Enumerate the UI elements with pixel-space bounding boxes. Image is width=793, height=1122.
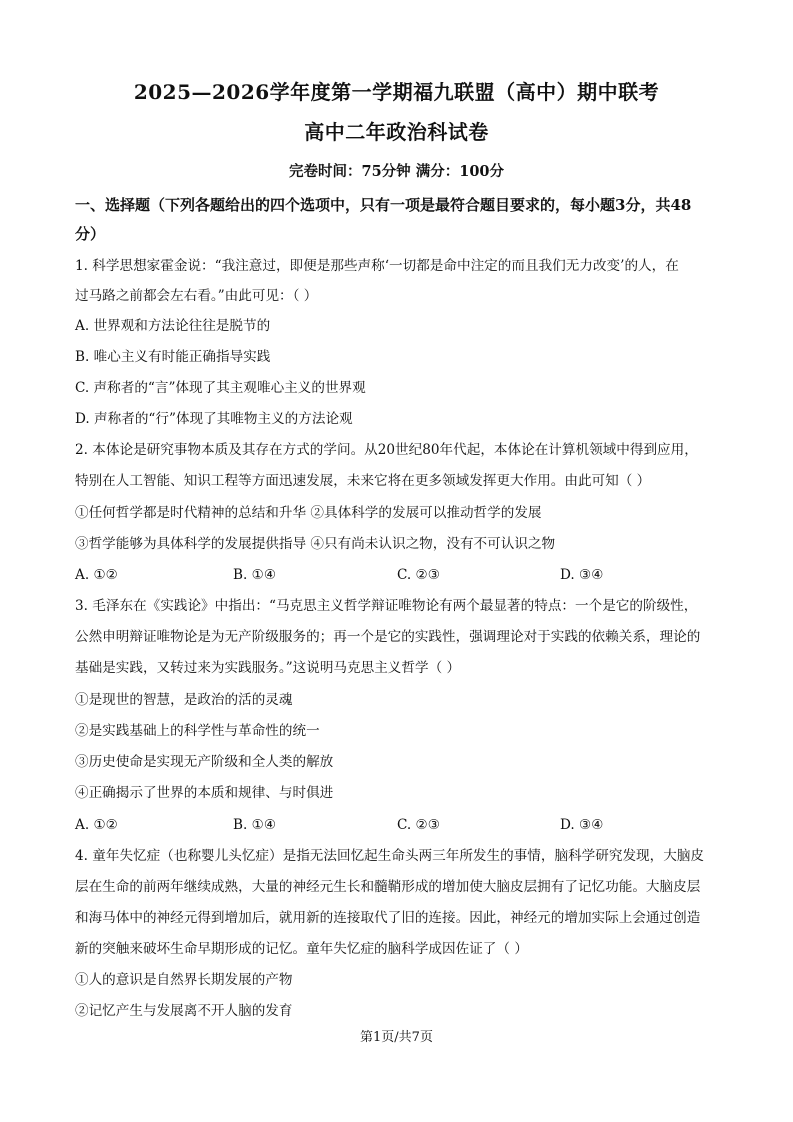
question-2-statement: ③哲学能够为具体科学的发展提供指导 ④只有尚未认识之物，没有不可认识之物 <box>75 536 556 552</box>
option-b: B. ①④ <box>233 567 277 583</box>
option-a: A. ①② <box>75 567 118 583</box>
question-3-stem: 基础是实践，又转过来为实践服务。”这说明马克思主义哲学（ ） <box>75 660 461 676</box>
question-2-stem: 特别在人工智能、知识工程等方面迅速发展，未来它将在更多领域发挥更大作用。由此可知（ ） <box>75 473 651 489</box>
option-c: C. ②③ <box>397 817 440 833</box>
section-heading <box>75 191 725 249</box>
question-1-choice-c: C. 声称者的“言”体现了其主观唯心主义的世界观 <box>75 380 366 396</box>
exam-meta: 完卷时间：75分钟 满分：100分 <box>289 163 504 180</box>
exam-subtitle: 高中二年政治科试卷 <box>304 120 489 144</box>
question-3-statement: ①是现世的智慧，是政治的活的灵魂 <box>75 692 293 708</box>
section-heading-line: 分） <box>75 225 106 243</box>
exam-title: 2025—2026学年度第一学期福九联盟（高中）期中联考 <box>133 80 660 104</box>
question-4-stem: 4. 童年失忆症（也称婴儿头忆症）是指无法回忆起生命头两三年所发生的事情，脑科学研究发现，大脑皮 <box>75 848 705 864</box>
question-2-stem: 2. 本体论是研究事物本质及其存在方式的学问。从20世纪80年代起，本体论在计算机领域中得到应用， <box>75 442 698 458</box>
option-a: A. ①② <box>75 817 118 833</box>
question-1-choice-b: B. 唯心主义有时能正确指导实践 <box>75 349 271 365</box>
question-3-statement: ③历史使命是实现无产阶级和全人类的解放 <box>75 754 334 770</box>
question-3-stem: 公然申明辩证唯物论是为无产阶级服务的；再一个是它的实践性，强调理论对于实践的依赖关系，理论的 <box>75 629 701 645</box>
question-1-stem: 1. 科学思想家霍金说：“我注意过，即便是那些声称‘一切都是命中注定的而且我们无力改变’的人，在 <box>75 258 679 274</box>
option-d: D. ③④ <box>560 817 604 833</box>
question-4-stem: 层在生命的前两年继续成熟，大量的神经元生长和髓鞘形成的增加使大脑皮层拥有了记忆功能。大脑皮层 <box>75 879 701 895</box>
question-3-stem: 3. 毛泽东在《实践论》中指出：“马克思主义哲学辩证唯物论有两个最显著的特点：一个是它的阶级性， <box>75 598 698 614</box>
question-4-stem: 和海马体中的神经元得到增加后，就用新的连接取代了旧的连接。因此，神经元的增加实际上会通过创造 <box>75 910 701 926</box>
section-heading-line: 一、选择题（下列各题给出的四个选项中，只有一项是最符合题目要求的，每小题3分，共48 <box>75 196 692 214</box>
question-4-stem: 新的突触来破坏生命早期形成的记忆。童年失忆症的脑科学成因佐证了（ ） <box>75 941 528 957</box>
option-c: C. ②③ <box>397 567 440 583</box>
question-3-statement: ④正确揭示了世界的本质和规律、与时俱进 <box>75 785 334 801</box>
question-3-statement: ②是实践基础上的科学性与革命性的统一 <box>75 723 320 739</box>
question-1-choice-a: A. 世界观和方法论往往是脱节的 <box>75 318 271 334</box>
question-1-stem: 过马路之前都会左右看。”由此可见：（ ） <box>75 288 318 304</box>
question-4-statement: ②记忆产生与发展离不开人脑的发育 <box>75 1003 293 1019</box>
option-b: B. ①④ <box>233 817 277 833</box>
question-1-choice-d: D. 声称者的“行”体现了其唯物主义的方法论观 <box>75 411 353 427</box>
question-2-statement: ①任何哲学都是时代精神的总结和升华 ②具体科学的发展可以推动哲学的发展 <box>75 505 542 521</box>
option-d: D. ③④ <box>560 567 604 583</box>
question-4-statement: ①人的意识是自然界长期发展的产物 <box>75 972 293 988</box>
page-number: 第1页/共7页 <box>360 1030 433 1045</box>
